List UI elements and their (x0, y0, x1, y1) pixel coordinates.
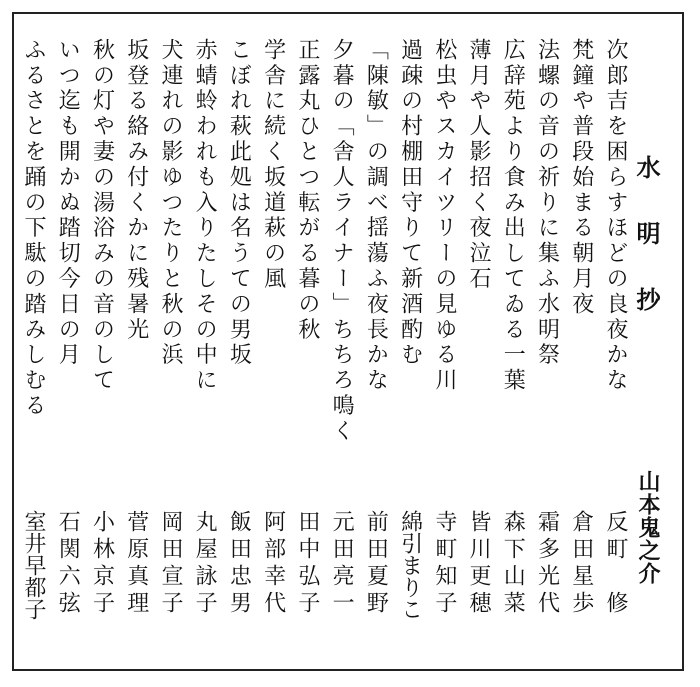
poet-name: 飯田忠男 (226, 510, 252, 618)
haiku-text: 薄月や人影招く夜泣石 (466, 38, 492, 292)
poet-name: 阿部幸代 (260, 510, 286, 618)
haiku-text: こぼれ萩此処は名うての男坂 (226, 38, 252, 369)
haiku-text: 学舎に続く坂道萩の風 (260, 38, 286, 292)
section-title: 水明抄 (632, 155, 660, 353)
poet-name: 菅原真理 (123, 510, 149, 618)
selector-name: 山本鬼之介 (635, 470, 660, 585)
poet-name: 倉田星歩 (568, 510, 594, 618)
haiku-text: 秋の灯や妻の湯浴みの音のして (89, 38, 115, 394)
poet-name: 岡田宣子 (157, 510, 183, 618)
haiku-text: 「陳敏」の調べ揺蕩ふ夜長かな (363, 38, 389, 394)
haiku-text: 松虫やスカイツリーの見ゆる川 (431, 38, 457, 394)
poet-name: 石関六弦 (55, 510, 81, 618)
poet-name: 室井早都子 (21, 510, 46, 620)
haiku-text: 赤蜻蛉われも入りたしその中に (192, 38, 218, 394)
poet-name: 丸屋詠子 (192, 510, 218, 618)
poet-name: 綿引まりこ (397, 510, 423, 620)
haiku-text: 梵鐘や普段始まる朝月夜 (568, 38, 594, 318)
poet-name: 皆川更穂 (466, 510, 492, 618)
poet-name: 反町 修 (603, 510, 628, 618)
haiku-text: 正露丸ひとつ転がる暮の秋 (294, 38, 320, 343)
haiku-text: 過疎の村棚田守りて新酒酌む (397, 38, 423, 369)
poet-name: 田中弘子 (294, 510, 320, 618)
poet-name: 森下山菜 (500, 510, 526, 618)
poet-name: 前田夏野 (363, 510, 389, 618)
haiku-text: 夕暮の「舎人ライナー」ちちろ鳴く (329, 38, 355, 445)
haiku-text: ふるさとを踊の下駄の踏みしむる (21, 38, 46, 419)
poet-name: 小林京子 (89, 510, 115, 618)
haiku-text: 次郎吉を困らすほどの良夜かな (603, 38, 628, 394)
haiku-text: いつ迄も開かぬ踏切今日の月 (55, 38, 81, 369)
poet-name: 元田亮一 (329, 510, 355, 618)
haiku-text: 法螺の音の祈りに集ふ水明祭 (534, 38, 560, 369)
poet-name: 霜多光代 (534, 510, 560, 618)
haiku-text: 犬連れの影ゆつたりと秋の浜 (157, 38, 183, 369)
haiku-text: 坂登る絡み付くかに残暑光 (123, 38, 149, 343)
haiku-text: 広辞苑より食み出してゐる一葉 (500, 38, 526, 394)
poet-name: 寺町知子 (431, 510, 457, 618)
